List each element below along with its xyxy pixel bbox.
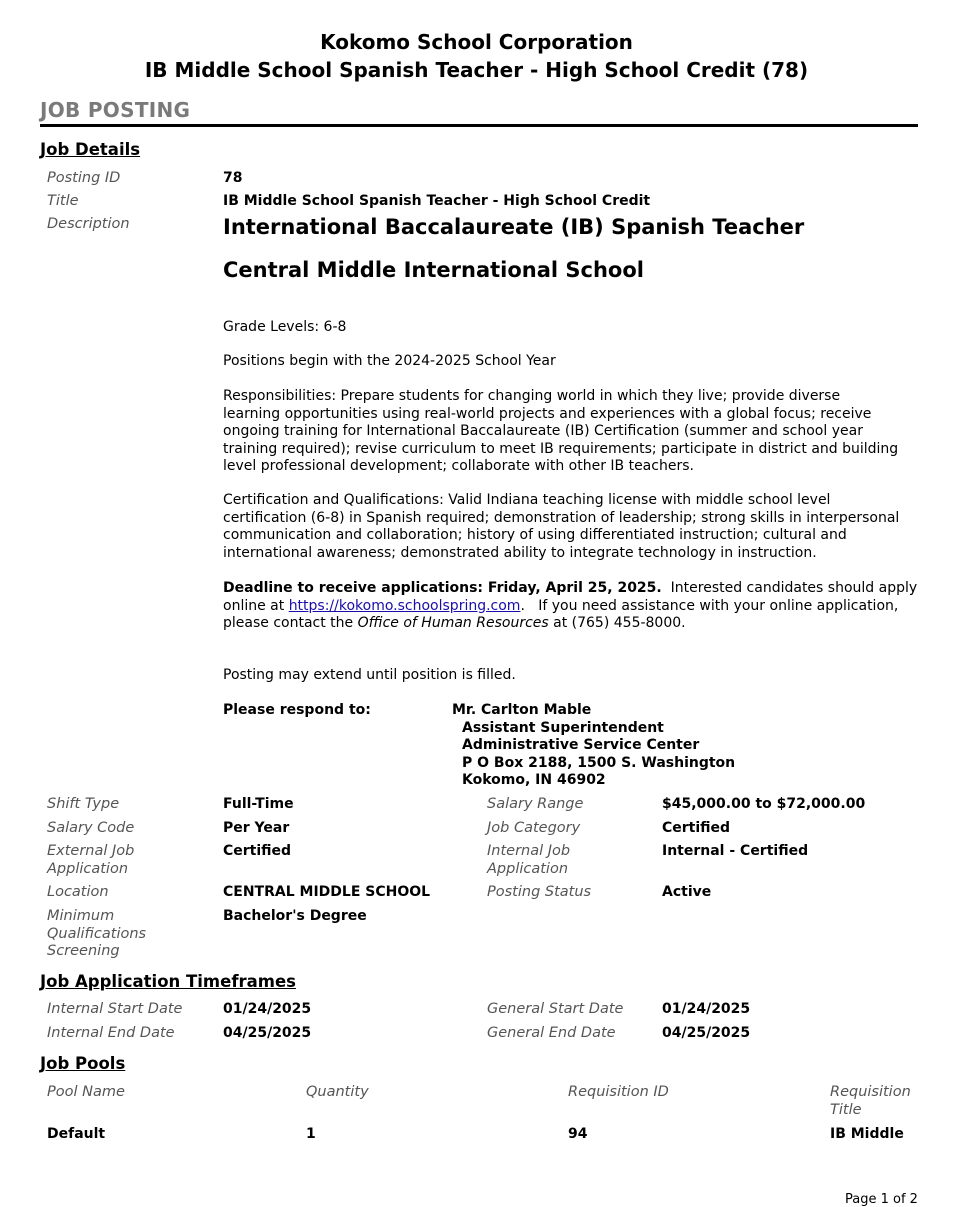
internal-end-label: Internal End Date — [47, 1025, 175, 1041]
title-label: Title — [47, 193, 79, 209]
grade-levels: Grade Levels: 6-8 — [223, 319, 347, 335]
respond-line: Assistant Superintendent — [462, 719, 664, 736]
internal-app-value: Internal - Certified — [662, 843, 809, 859]
apply-line — [223, 598, 923, 616]
apply-prefix: online at — [223, 597, 289, 614]
respond-line: P O Box 2188, 1500 S. Washington — [462, 754, 736, 771]
salary-range-value: $45,000.00 to $72,000.00 — [662, 796, 866, 812]
min-qual-label-line: Qualifications — [47, 925, 147, 942]
org-name: Kokomo School Corporation — [320, 30, 633, 54]
external-app-label-line: External Job — [47, 843, 135, 859]
respond-line: Kokomo, IN 46902 — [462, 772, 606, 788]
respond-name: Mr. Carlton Mable — [452, 702, 592, 718]
respond-address — [452, 702, 735, 790]
external-app-label — [47, 843, 134, 878]
salary-code-label: Salary Code — [47, 820, 135, 836]
deadline-paragraph — [223, 580, 923, 633]
description-heading-1: International Baccalaureate (IB) Spanish Teacher — [223, 215, 805, 239]
posting-id-value: 78 — [223, 170, 243, 186]
deadline-bold: Deadline to receive applications: Friday, April 25, 2025. — [223, 580, 662, 596]
min-qual-label-line: Screening — [47, 943, 120, 959]
general-end-value: 04/25/2025 — [662, 1025, 751, 1041]
posting-status-label: Posting Status — [487, 884, 592, 900]
job-details-heading: Job Details — [40, 140, 141, 159]
position-title: IB Middle School Spanish Teacher - High School Credit (78) — [144, 58, 809, 82]
heading-divider — [40, 124, 918, 127]
certification-paragraph — [223, 492, 923, 562]
col-requisition-id: Requisition ID — [568, 1084, 669, 1100]
min-qual-value: Bachelor's Degree — [223, 908, 367, 924]
responsibilities-paragraph — [223, 388, 923, 476]
internal-start-label: Internal Start Date — [47, 1001, 183, 1017]
page-number: Page 1 of 2 — [845, 1192, 918, 1207]
responsibilities-line: Responsibilities: Prepare students for changing world in which they live; provide diverse — [223, 388, 841, 404]
general-start-value: 01/24/2025 — [662, 1001, 751, 1017]
location-label: Location — [47, 884, 109, 900]
shift-type-label: Shift Type — [47, 796, 120, 812]
contact-office: Office of Human Resources — [357, 615, 549, 631]
timeframes-heading: Job Application Timeframes — [40, 972, 296, 991]
contact-suffix: at (765) 455-8000. — [548, 615, 686, 631]
description-heading-2: Central Middle International School — [223, 258, 644, 282]
job-pools-heading: Job Pools — [40, 1054, 126, 1073]
general-start-label: General Start Date — [487, 1001, 624, 1017]
certification-line: certification (6-8) in Spanish required; demonstration of leadership; strong skills in interpersonal — [223, 509, 900, 526]
contact-prefix: please contact the — [223, 615, 358, 631]
external-app-label-line: Application — [47, 860, 129, 877]
internal-start-value: 01/24/2025 — [223, 1001, 312, 1017]
description-label: Description — [47, 216, 130, 232]
job-category-label: Job Category — [487, 820, 581, 836]
responsibilities-line: training required); revise curriculum to meet IB requirements; participate in district and building — [223, 440, 899, 457]
shift-type-value: Full-Time — [223, 796, 294, 812]
internal-end-value: 04/25/2025 — [223, 1025, 312, 1041]
general-end-label: General End Date — [487, 1025, 616, 1041]
internal-app-label-line: Internal Job — [487, 843, 571, 859]
posting-id-label: Posting ID — [47, 170, 121, 186]
certification-line: Certification and Qualifications: Valid Indiana teaching license with middle school level — [223, 492, 831, 508]
positions-begin: Positions begin with the 2024-2025 School Year — [223, 353, 556, 369]
job-category-value: Certified — [662, 820, 731, 836]
contact-line — [223, 615, 923, 633]
posting-status-value: Active — [662, 884, 712, 900]
col-requisition-title-line: Requisition — [830, 1084, 911, 1100]
extend-note: Posting may extend until position is filled. — [223, 667, 516, 683]
schoolspring-link[interactable]: https://kokomo.schoolspring.com — [288, 597, 521, 614]
quantity-cell: 1 — [306, 1126, 316, 1142]
internal-app-label-line: Application — [487, 860, 569, 877]
deadline-line — [223, 580, 923, 598]
respond-label: Please respond to: — [223, 702, 371, 718]
deadline-rest: Interested candidates should apply — [661, 580, 918, 596]
pool-name-cell: Default — [47, 1126, 106, 1142]
location-value: CENTRAL MIDDLE SCHOOL — [223, 884, 431, 900]
requisition-id-cell: 94 — [568, 1126, 588, 1142]
responsibilities-line: ongoing training for International Baccalaureate (IB) Certification (summer and school year — [223, 423, 863, 439]
col-quantity: Quantity — [306, 1084, 369, 1100]
apply-suffix: . If you need assistance with your online application, — [520, 597, 899, 614]
salary-code-value: Per Year — [223, 820, 290, 836]
job-posting-heading: JOB POSTING — [40, 98, 191, 122]
certification-line: international awareness; demonstrated ability to integrate technology in instruction. — [223, 544, 817, 561]
responsibilities-line: learning opportunities using real-world projects and experiences with a global focus; receive — [223, 405, 872, 422]
responsibilities-line: level professional development; collaborate with other IB teachers. — [223, 458, 694, 474]
respond-line: Administrative Service Center — [462, 737, 700, 753]
col-requisition-title — [830, 1084, 911, 1119]
min-qual-label-line: Minimum — [47, 908, 115, 924]
external-app-value: Certified — [223, 843, 292, 859]
internal-app-label — [487, 843, 570, 878]
salary-range-label: Salary Range — [487, 796, 584, 812]
col-pool-name: Pool Name — [47, 1084, 125, 1100]
requisition-title-cell: IB Middle — [830, 1126, 904, 1142]
min-qual-label — [47, 908, 146, 961]
col-requisition-title-line: Title — [830, 1101, 862, 1118]
certification-line: communication and collaboration; history of using differentiated instruction; cultural and — [223, 527, 847, 543]
title-value: IB Middle School Spanish Teacher - High School Credit — [223, 193, 651, 209]
